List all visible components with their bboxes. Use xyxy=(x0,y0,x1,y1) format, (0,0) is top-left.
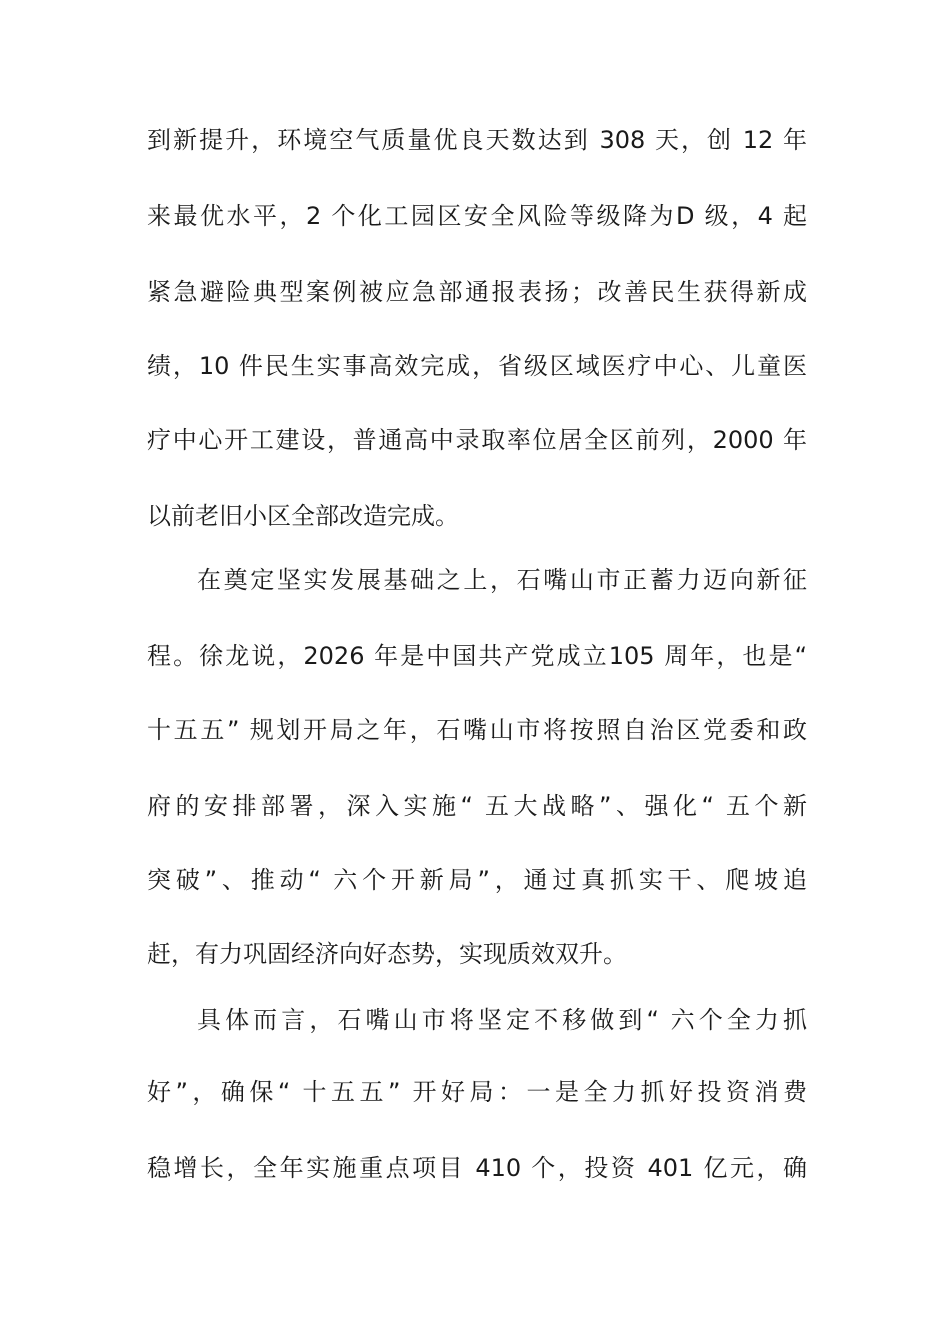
paragraph-2-line-1: 在奠定坚实发展基础之上，石嘴山市正蓄力迈向新征 xyxy=(197,566,807,594)
paragraph-1-line-5: 疗中心开工建设，普通高中录取率位居全区前列，2000 年 xyxy=(147,426,807,454)
paragraph-2-line-4: 府的安排部署，深入实施“ 五大战略”、强化“ 五个新 xyxy=(147,792,807,820)
paragraph-2-line-2: 程。徐龙说，2026 年是中国共产党成立105 周年，也是“ xyxy=(147,642,807,670)
paragraph-3-line-2: 好”，确保“ 十五五” 开好局：一是全力抓好投资消费 xyxy=(147,1078,807,1106)
paragraph-3-line-3: 稳增长，全年实施重点项目 410 个，投资 401 亿元，确 xyxy=(147,1154,807,1182)
paragraph-1-line-1: 到新提升，环境空气质量优良天数达到 308 天，创 12 年 xyxy=(147,126,807,154)
paragraph-2-line-6: 赶，有力巩固经济向好态势，实现质效双升。 xyxy=(147,940,627,968)
paragraph-1-line-6: 以前老旧小区全部改造完成。 xyxy=(147,502,459,530)
paragraph-2-line-5: 突破”、推动“ 六个开新局”，通过真抓实干、爬坡追 xyxy=(147,866,807,894)
paragraph-2-line-3: 十五五” 规划开局之年，石嘴山市将按照自治区党委和政 xyxy=(147,716,807,744)
paragraph-1-line-4: 绩，10 件民生实事高效完成，省级区域医疗中心、儿童医 xyxy=(147,352,807,380)
paragraph-1-line-2: 来最优水平，2 个化工园区安全风险等级降为D 级，4 起 xyxy=(147,202,807,230)
paragraph-3-line-1: 具体而言，石嘴山市将坚定不移做到“ 六个全力抓 xyxy=(197,1006,807,1034)
paragraph-1-line-3: 紧急避险典型案例被应急部通报表扬；改善民生获得新成 xyxy=(147,278,807,306)
